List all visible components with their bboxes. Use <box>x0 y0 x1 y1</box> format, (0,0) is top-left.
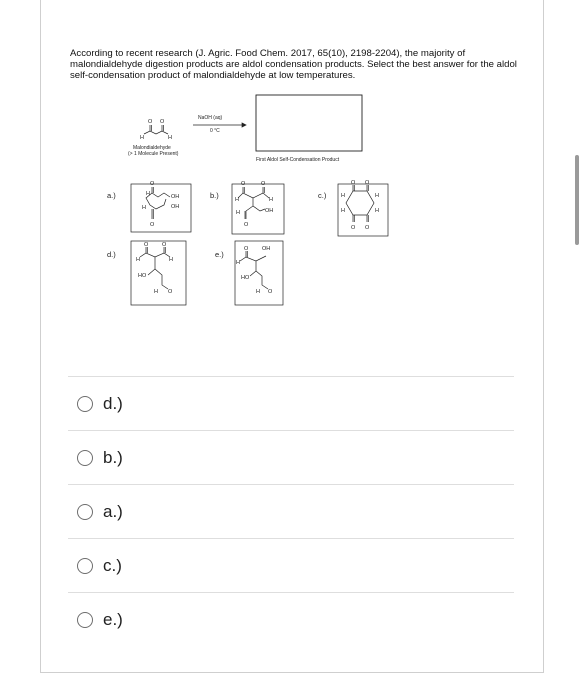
atom-label: H <box>140 135 144 141</box>
answer-option-b[interactable] <box>68 430 514 484</box>
reactant-name: Malondialdehyde <box>133 145 171 151</box>
reactant-structure <box>140 119 172 141</box>
svg-text:O: O <box>244 222 249 228</box>
radio-button[interactable] <box>77 396 93 412</box>
question-figure <box>60 105 520 310</box>
radio-button[interactable] <box>77 612 93 628</box>
svg-text:O: O <box>351 180 356 186</box>
question-text: According to recent research (J. Agric. Food Chem. 2017, 65(10), 2198-2204), the majority of malondialdehyde digestion products are aldol condensation products. Select the best answer for the aldol self-condensation product of malondialdehyde at low temperatures. <box>70 48 517 81</box>
svg-text:HO: HO <box>241 275 250 281</box>
svg-text:OH: OH <box>171 204 180 210</box>
svg-text:OH: OH <box>262 246 271 252</box>
atom-label: H <box>168 135 172 141</box>
svg-text:HO: HO <box>138 273 147 279</box>
answer-option-c[interactable] <box>68 538 514 592</box>
svg-text:H: H <box>256 289 260 295</box>
scrollbar-thumb[interactable] <box>575 155 579 245</box>
svg-text:H: H <box>169 257 173 263</box>
option-c-label: c.) <box>318 191 327 200</box>
answer-label: e.) <box>103 609 123 629</box>
answer-label: d.) <box>103 393 123 413</box>
svg-text:H: H <box>375 208 379 214</box>
svg-text:H: H <box>136 257 140 263</box>
option-e-label: e.) <box>215 250 224 259</box>
svg-text:O: O <box>150 181 155 187</box>
answer-option-e[interactable] <box>68 592 514 646</box>
radio-button[interactable] <box>77 558 93 574</box>
radio-button[interactable] <box>77 504 93 520</box>
answer-label: b.) <box>103 447 123 467</box>
svg-text:H: H <box>235 197 239 203</box>
svg-text:H: H <box>341 193 345 199</box>
svg-text:O: O <box>365 180 370 186</box>
answer-option-a[interactable] <box>68 484 514 538</box>
atom-label: O <box>160 119 165 125</box>
svg-text:H: H <box>375 193 379 199</box>
svg-text:H: H <box>269 197 273 203</box>
condition-label: 0 °C <box>210 128 220 134</box>
chemistry-figure <box>60 105 520 310</box>
option-a-structure <box>131 181 191 232</box>
svg-text:O: O <box>365 225 370 231</box>
reactant-note: (> 1 Molecule Present) <box>128 151 179 157</box>
option-c-structure <box>338 180 388 236</box>
answer-label: a.) <box>103 501 123 521</box>
svg-text:O: O <box>244 246 249 252</box>
product-box-label: First Aldol Self-Condensation Product <box>256 157 340 163</box>
answer-choices <box>68 376 514 646</box>
radio-button[interactable] <box>77 450 93 466</box>
answer-option-d[interactable] <box>68 376 514 430</box>
svg-text:O: O <box>268 289 273 295</box>
svg-text:O: O <box>168 289 173 295</box>
svg-text:O: O <box>150 222 155 228</box>
svg-text:H: H <box>154 289 158 295</box>
svg-text:O: O <box>261 181 266 187</box>
svg-text:OH: OH <box>265 208 274 214</box>
reagent-label: NaOH (aq) <box>198 115 223 121</box>
atom-label: O <box>148 119 153 125</box>
svg-text:O: O <box>241 181 246 187</box>
svg-text:H: H <box>236 260 240 266</box>
svg-text:H: H <box>236 210 240 216</box>
option-d-label: d.) <box>107 250 116 259</box>
answer-label: c.) <box>103 555 122 575</box>
svg-text:H: H <box>341 208 345 214</box>
option-a-label: a.) <box>107 191 116 200</box>
option-b-label: b.) <box>210 191 219 200</box>
svg-text:H: H <box>142 205 146 211</box>
svg-text:O: O <box>351 225 356 231</box>
option-b-structure <box>232 181 284 234</box>
option-d-structure <box>131 241 186 305</box>
svg-text:H: H <box>146 191 150 197</box>
svg-text:O: O <box>144 242 149 248</box>
svg-text:O: O <box>162 242 167 248</box>
svg-text:OH: OH <box>171 194 180 200</box>
option-e-structure <box>235 241 283 305</box>
